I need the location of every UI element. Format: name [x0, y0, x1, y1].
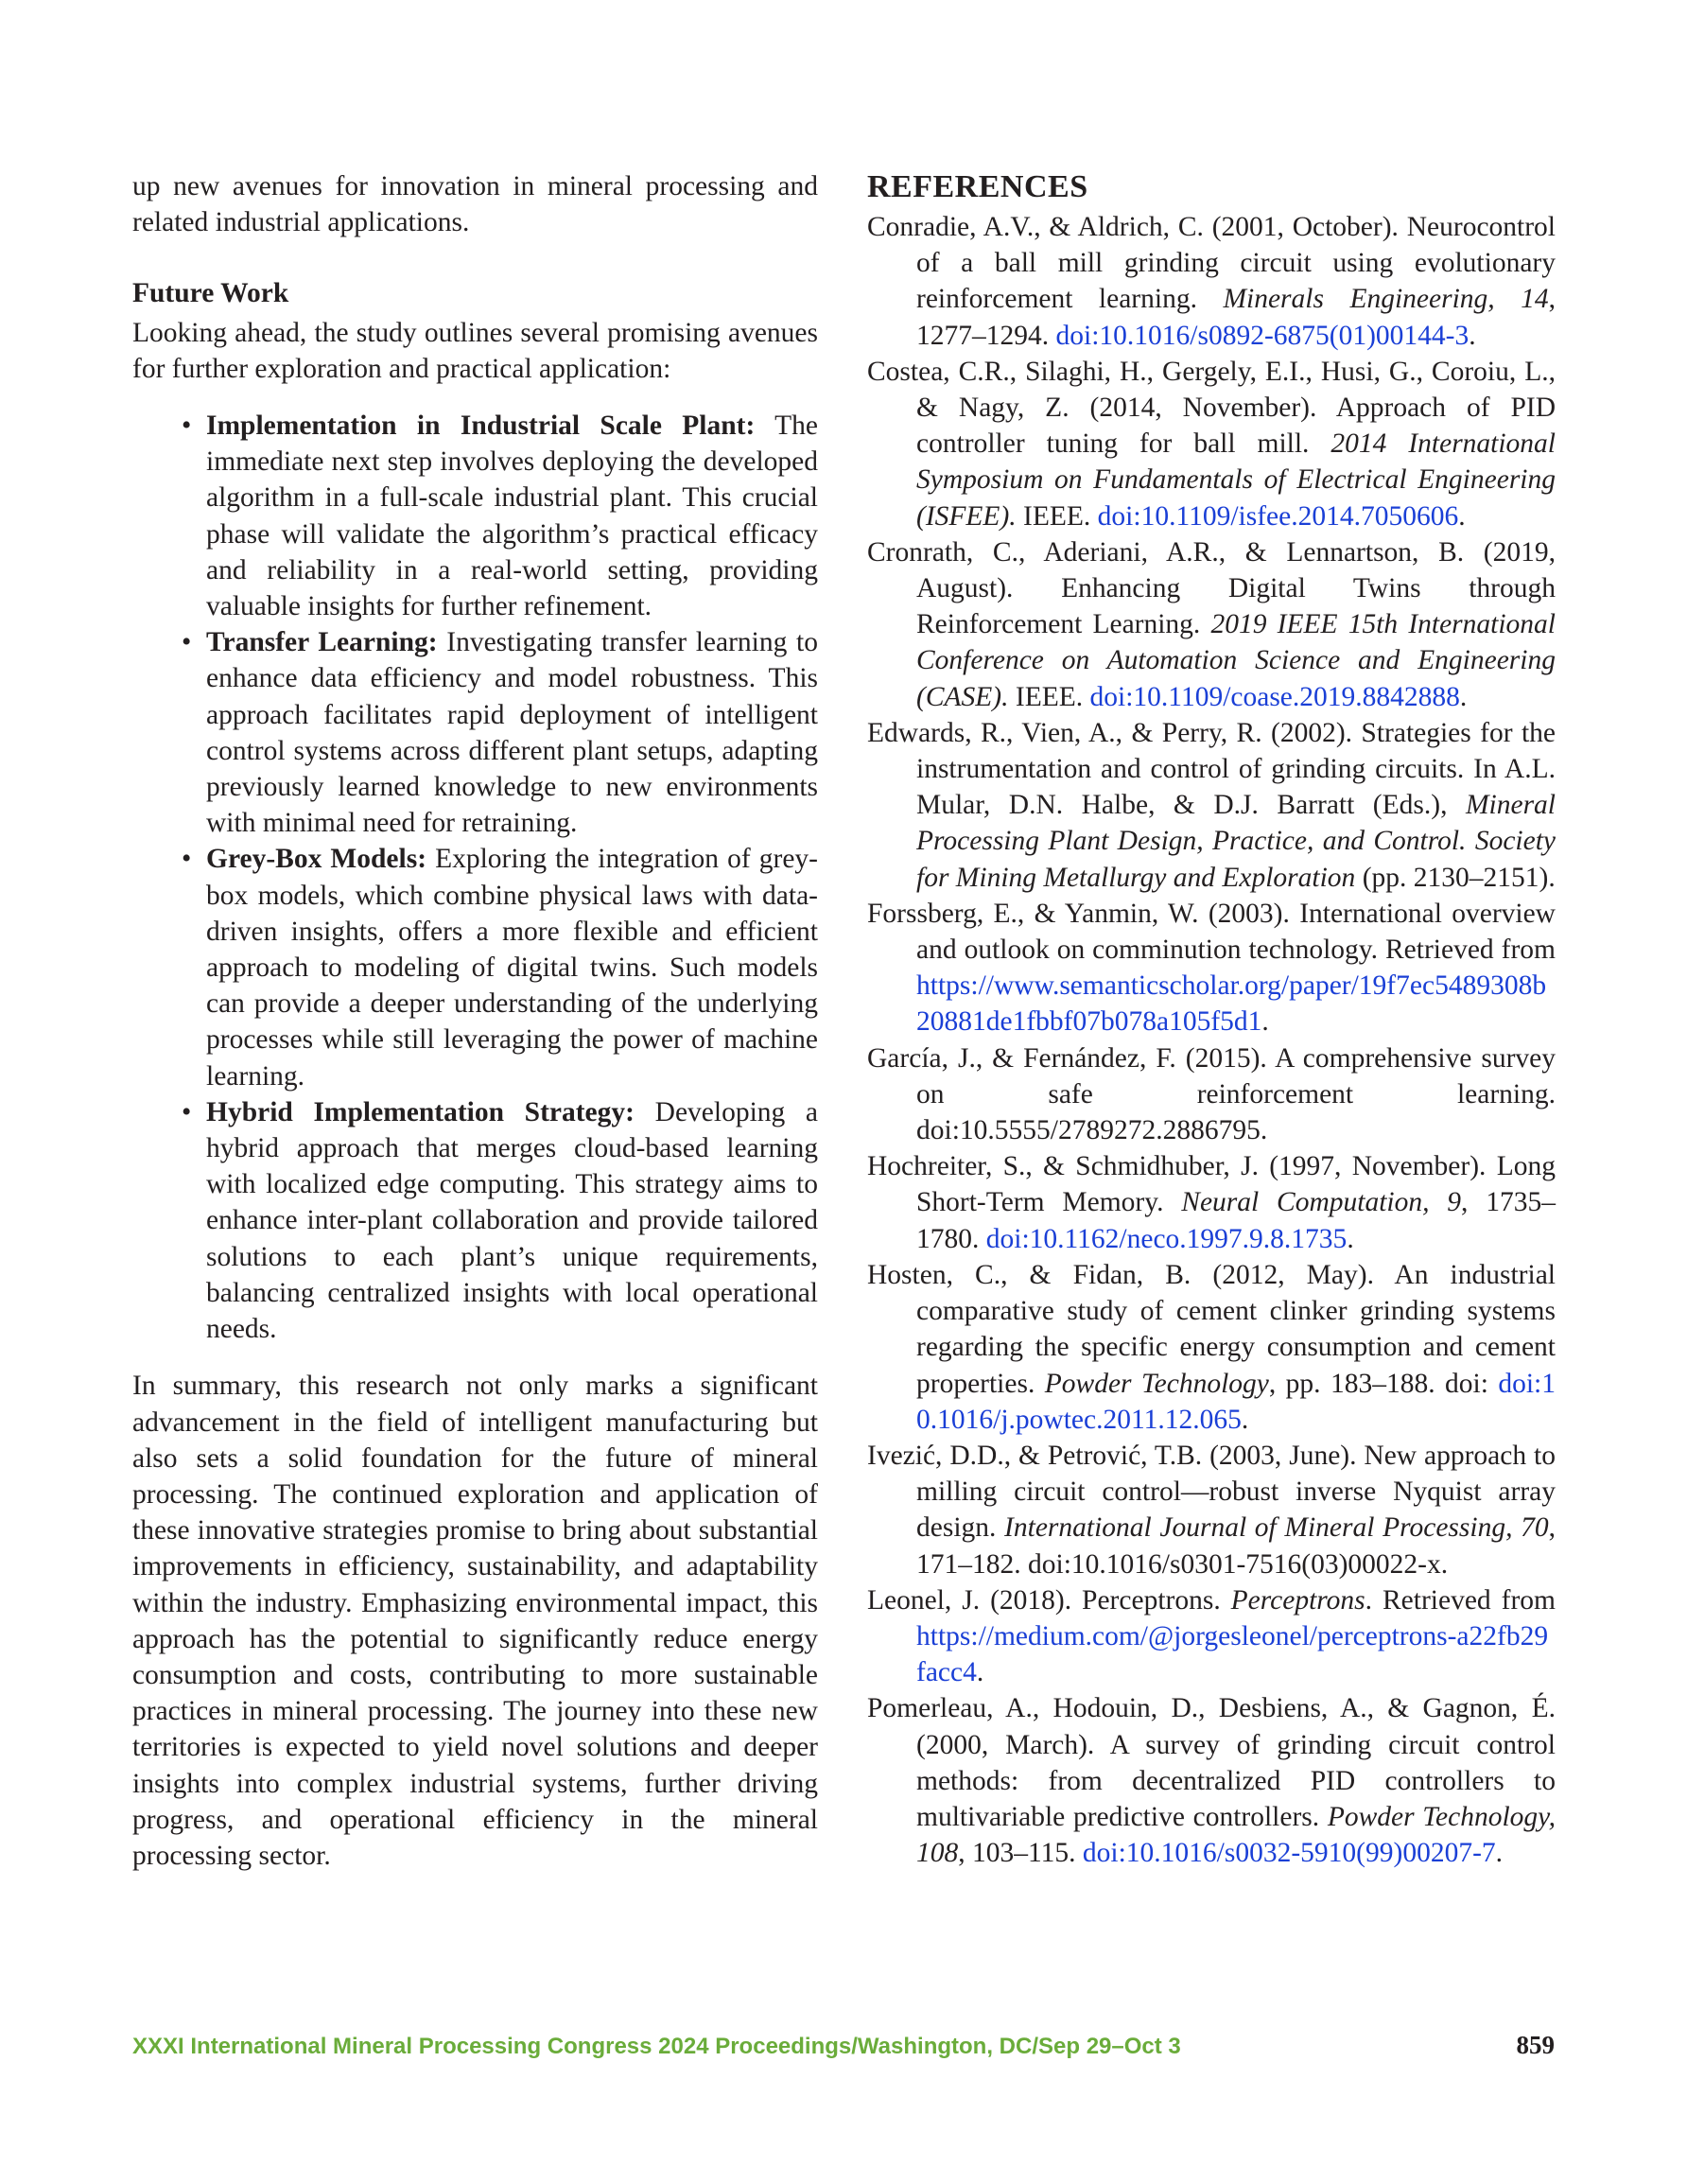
future-work-list	[132, 408, 818, 1347]
summary-paragraph: In summary, this research not only marks a significant advancement in the field of intelligent manufacturing but also sets a solid foundation for the future of mineral processing. The continued exploration and application of these innovative strategies promise to bring about substantial improvements in efficiency, sustainability, and adaptability within the industry. Emphasizing environmental impact, this approach has the potential to significantly reduce energy consumption and costs, contributing to more sustainable practices in mineral processing. The journey into these new territories is expected to yield novel solutions and deeper insights into complex industrial systems, further driving progress, and operational efficiency in the mineral processing sector.	[132, 1371, 818, 1871]
list-item-title: Grey-Box Models:	[206, 844, 427, 875]
reference-item: Hochreiter, S., & Schmidhuber, J. (1997, November). Long Short-Term Memory. Neural Computation, 9, 1735–1780. doi:10.1162/neco.1997.9.8.1735.	[867, 1151, 1556, 1254]
list-item	[182, 1094, 819, 1347]
bullet-icon: •	[182, 844, 192, 875]
references-list	[867, 209, 1556, 1871]
bullet-icon: •	[182, 627, 192, 658]
reference-item: Ivezić, D.D., & Petrović, T.B. (2003, June). New approach to milling circuit control—robust inverse Nyquist array design. International Journal of Mineral Processing, 70, 171–182. doi:10.1016/s0301-7516(03)00022-x.	[867, 1440, 1556, 1580]
references-column	[867, 168, 1556, 1871]
reference-item: Hosten, C., & Fidan, B. (2012, May). An industrial comparative study of cement clinker grinding systems regarding the specific energy consumption and cement properties. Powder Technology, pp. 183–188. doi: doi:10.1016/j.powtec.2011.12.065.	[867, 1259, 1556, 1435]
bullet-icon: •	[182, 411, 192, 442]
footer-conference-title: XXXI International Mineral Processing Congress 2024 Proceedings/Washington, DC/Sep 29–Oct 3	[132, 2034, 1181, 2059]
reference-item: Costea, C.R., Silaghi, H., Gergely, E.I., Husi, G., Coroiu, L., & Nagy, Z. (2014, November). Approach of PID controller tuning for ball mill. 2014 International Symposium on Fundamentals of Electrical Engineering (ISFEE). IEEE. doi:10.1109/isfee.2014.7050606.	[867, 356, 1557, 532]
list-item	[182, 624, 818, 841]
reference-item: Conradie, A.V., & Aldrich, C. (2001, October). Neurocontrol of a ball mill grinding circuit using evolutionary reinforcement learning. Minerals Engineering, 14, 1277–1294. doi:10.1016/s0892-6875(01)00144-3.	[867, 212, 1556, 351]
future-work-intro: Looking ahead, the study outlines several promising avenues for further exploration and practical application:	[132, 317, 818, 384]
reference-link[interactable]: doi:10.1109/isfee.2014.7050606	[1097, 500, 1459, 532]
reference-item: Edwards, R., Vien, A., & Perry, R. (2002). Strategies for the instrumentation and control of grinding circuits. In A.L. Mular, D.N. Halbe, & D.J. Barratt (Eds.), Mineral Processing Plant Design, Practice, and Control. Society for Mining Metallurgy and Exploration (pp. 2130–2151).	[867, 717, 1556, 893]
intro-paragraph: up new avenues for innovation in mineral processing and related industrial applications.	[132, 171, 818, 238]
list-item-title: Hybrid Implementation Strategy:	[206, 1096, 635, 1127]
reference-link[interactable]: https://www.semanticscholar.org/paper/19f7ec5489308b20881de1fbbf07b078a105f5d1	[916, 970, 1547, 1038]
list-item-title: Transfer Learning:	[206, 627, 438, 658]
list-item	[182, 841, 818, 1093]
reference-item: Forssberg, E., & Yanmin, W. (2003). International overview and outlook on comminution technology. Retrieved from https://www.semanticscholar.org/paper/19f7ec5489308b20881de1fbbf07b078a105f5d1.	[867, 898, 1556, 1038]
list-item-text: The immediate next step involves deploying the developed algorithm in a full-scale industrial plant. This crucial phase will validate the algorithm’s practical efficacy and reliability in a real-world setting, providing valuable insights for further refinement.	[206, 411, 818, 622]
list-item	[182, 408, 818, 624]
reference-item: Cronrath, C., Aderiani, A.R., & Lennartson, B. (2019, August). Enhancing Digital Twins through Reinforcement Learning. 2019 IEEE 15th International Conference on Automation Science and Engineering (CASE). IEEE. doi:10.1109/coase.2019.8842888.	[867, 536, 1557, 712]
future-work-heading: Future Work	[132, 278, 289, 309]
bullet-icon: •	[182, 1096, 192, 1127]
list-item-text: Investigating transfer learning to enhance data efficiency and model robustness. This approach facilitates rapid deployment of intelligent control systems across different plant setups, adapting previously learned knowledge to new environments with minimal need for retraining.	[206, 627, 818, 839]
references-heading: REFERENCES	[867, 169, 1088, 204]
list-item-text: Exploring the integration of grey-box models, which combine physical laws with data-driven insights, offers a more flexible and efficient approach to modeling of digital twins. Such models can provide a deeper understanding of the underlying processes while still leveraging the power of machine learning.	[206, 844, 818, 1092]
list-item-text: Developing a hybrid approach that merges cloud-based learning with localized edge computing. This strategy aims to enhance inter-plant collaboration and provide tailored solutions to each plant’s unique requirements, balancing centralized insights with local operational needs.	[206, 1096, 819, 1345]
reference-link[interactable]: doi:10.1016/s0892-6875(01)00144-3	[1055, 320, 1470, 351]
reference-item: Leonel, J. (2018). Perceptrons. Perceptrons. Retrieved from https://medium.com/@jorgesleonel/perceptrons-a22fb29facc4.	[867, 1584, 1556, 1688]
reference-link[interactable]: doi:10.1162/neco.1997.9.8.1735	[985, 1223, 1348, 1254]
page-number: 859	[1516, 2031, 1555, 2059]
reference-link[interactable]: doi:10.1109/coase.2019.8842888	[1089, 681, 1460, 712]
reference-link[interactable]: doi:10.1016/j.powtec.2011.12.065	[916, 1368, 1556, 1435]
list-item-title: Implementation in Industrial Scale Plant:	[206, 411, 756, 442]
left-column	[132, 168, 818, 1874]
reference-link[interactable]: doi:10.1016/s0032-5910(99)00207-7	[1082, 1838, 1496, 1869]
reference-link[interactable]: https://medium.com/@jorgesleonel/perceptrons-a22fb29facc4	[916, 1620, 1549, 1688]
reference-item: García, J., & Fernández, F. (2015). A comprehensive survey on safe reinforcement learning. doi:10.5555/2789272.2886795.	[867, 1042, 1556, 1146]
reference-item: Pomerleau, A., Hodouin, D., Desbiens, A., & Gagnon, É. (2000, March). A survey of grinding circuit control methods: from decentralized PID controllers to multivariable predictive controllers. Powder Technology, 108, 103–115. doi:10.1016/s0032-5910(99)00207-7.	[867, 1693, 1556, 1869]
